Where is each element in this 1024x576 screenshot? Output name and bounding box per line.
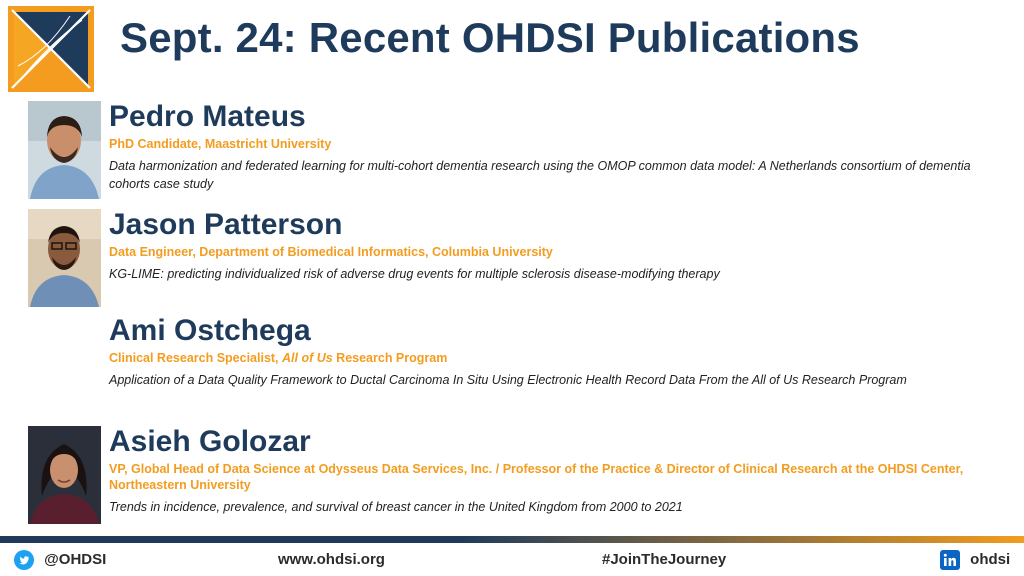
linkedin-link[interactable] — [940, 550, 1010, 570]
person-name: Jason Patterson — [109, 208, 343, 241]
person-photo — [28, 101, 101, 199]
twitter-icon — [14, 550, 34, 570]
person-role: VP, Global Head of Data Science at Odysseus Data Services, Inc. / Professor of the Practice & Director of Clinical Research at the OHDSI Center, Northeastern University — [109, 462, 964, 492]
publication-title[interactable]: KG-LIME: predicting individualized risk of adverse drug events for multiple sclerosis disease-modifying therapy — [109, 267, 720, 281]
person-photo — [28, 209, 101, 307]
website-url: www.ohdsi.org — [278, 551, 385, 568]
website-link[interactable] — [278, 550, 385, 570]
person-name: Pedro Mateus — [109, 100, 306, 133]
footer — [0, 536, 1024, 576]
person-photo — [28, 426, 101, 524]
footer-divider — [0, 536, 1024, 543]
publication-title[interactable]: Trends in incidence, prevalence, and survival of breast cancer in the United Kingdom from 2000 to 2021 — [109, 500, 683, 514]
hashtag-text: #JoinTheJourney — [602, 551, 727, 568]
publication-title[interactable]: Application of a Data Quality Framework to Ductal Carcinoma In Situ Using Electronic Health Record Data From the All of Us Research Program — [109, 373, 907, 387]
person-role: Clinical Research Specialist, All of Us Research Program — [109, 351, 448, 365]
publication-title[interactable]: Data harmonization and federated learning for multi-cohort dementia research using the OMOP common data model: A Netherlands consortium of dementia cohorts case study — [109, 159, 971, 191]
twitter-handle: @OHDSI — [44, 551, 107, 568]
linkedin-handle: ohdsi — [970, 551, 1011, 568]
ohdsi-logo — [8, 6, 94, 92]
hashtag[interactable] — [602, 550, 726, 570]
twitter-link[interactable] — [14, 550, 106, 570]
person-role: PhD Candidate, Maastricht University — [109, 137, 332, 151]
person-name: Ami Ostchega — [109, 314, 311, 347]
linkedin-icon — [940, 550, 960, 570]
person-name: Asieh Golozar — [109, 425, 311, 458]
page-title: Sept. 24: Recent OHDSI Publications — [120, 14, 860, 61]
person-role: Data Engineer, Department of Biomedical Informatics, Columbia University — [109, 245, 553, 259]
